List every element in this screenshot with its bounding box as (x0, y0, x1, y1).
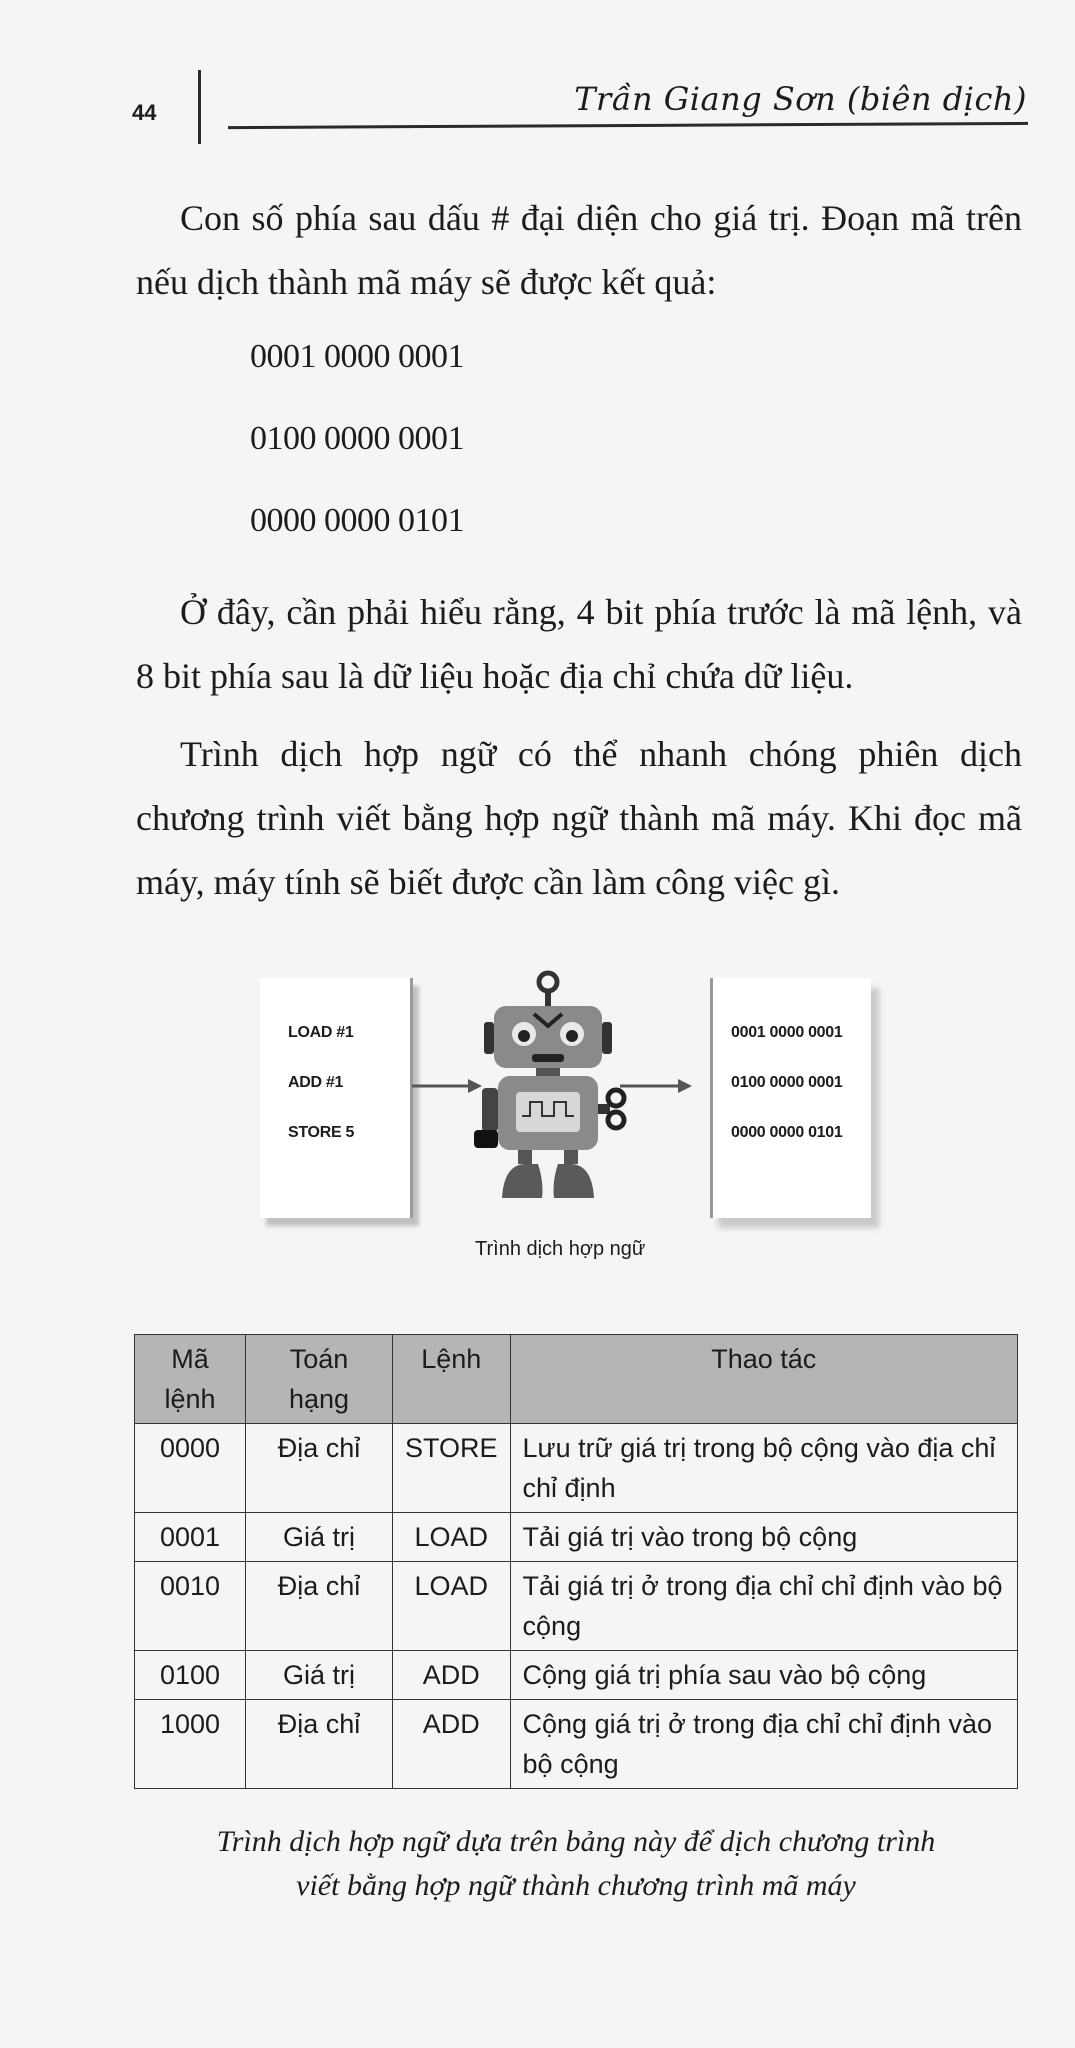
arrow-right-icon (620, 1076, 692, 1096)
table-cell: Cộng giá trị phía sau vào bộ cộng (510, 1651, 1017, 1700)
table-cell: 0010 (135, 1562, 246, 1651)
table-row (135, 1513, 1018, 1562)
paragraph-3 (136, 722, 1022, 914)
robot-icon (468, 968, 628, 1228)
assembler-figure (250, 968, 890, 1268)
assembly-line: ADD #1 (288, 1074, 344, 1091)
machine-code-line: 0100 0000 0001 (731, 1074, 843, 1091)
table-cell: LOAD (393, 1562, 511, 1651)
paragraph-2 (136, 580, 1022, 708)
assembly-line: STORE 5 (288, 1124, 355, 1141)
table-row (135, 1651, 1018, 1700)
paragraph-3-text: Trình dịch hợp ngữ có thể nhanh chóng phiên dịch chương trình viết bằng hợp ngữ thành mã máy. Khi đọc mã máy, máy tính sẽ biết được cần làm công việc gì. (136, 734, 1022, 902)
column-header: Lệnh (393, 1335, 511, 1424)
table-cell: Địa chỉ (246, 1562, 393, 1651)
instruction-table (134, 1334, 1018, 1789)
code-line: 0000 0000 0101 (250, 502, 464, 539)
table-cell: ADD (393, 1700, 511, 1789)
table-cell: 0000 (135, 1424, 246, 1513)
header-divider (198, 70, 201, 144)
code-line: 0100 0000 0001 (250, 420, 464, 457)
table-cell: Cộng giá trị ở trong địa chỉ chỉ định vào bộ cộng (510, 1700, 1017, 1789)
table-cell: Địa chỉ (246, 1700, 393, 1789)
table-header-row (135, 1335, 1018, 1424)
table-cell: Giá trị (246, 1651, 393, 1700)
paragraph-1-text: Con số phía sau dấu # đại diện cho giá trị. Đoạn mã trên nếu dịch thành mã máy sẽ được kết quả: (136, 198, 1022, 302)
machine-code-line: 0000 0000 0101 (731, 1124, 843, 1141)
table-cell: Lưu trữ giá trị trong bộ cộng vào địa chỉ chỉ định (510, 1424, 1017, 1513)
table-cell: Địa chỉ (246, 1424, 393, 1513)
machine-code-panel (710, 978, 871, 1218)
column-header: Mã lệnh (135, 1335, 246, 1424)
table-cell: Giá trị (246, 1513, 393, 1562)
table-caption (134, 1820, 1018, 1908)
page-number: 44 (132, 100, 157, 125)
table-cell: 0001 (135, 1513, 246, 1562)
table-row (135, 1562, 1018, 1651)
table-row (135, 1700, 1018, 1789)
assembly-code-panel (260, 978, 413, 1218)
table-cell: Tải giá trị ở trong địa chỉ chỉ định vào bộ cộng (510, 1562, 1017, 1651)
header-rule (228, 122, 1028, 129)
table-cell: 1000 (135, 1700, 246, 1789)
table-row (135, 1424, 1018, 1513)
table-cell: LOAD (393, 1513, 511, 1562)
figure-caption: Trình dịch hợp ngữ (475, 1238, 646, 1260)
table-caption-line: viết bằng hợp ngữ thành chương trình mã máy (296, 1869, 856, 1902)
machine-code-line: 0001 0000 0001 (731, 1024, 843, 1041)
paragraph-2-text: Ở đây, cần phải hiểu rằng, 4 bit phía trước là mã lệnh, và 8 bit phía sau là dữ liệu hoặc địa chỉ chứa dữ liệu. (136, 592, 1022, 696)
paragraph-1 (136, 186, 1022, 314)
table-cell: Tải giá trị vào trong bộ cộng (510, 1513, 1017, 1562)
table-cell: STORE (393, 1424, 511, 1513)
table-cell: ADD (393, 1651, 511, 1700)
running-head: Trần Giang Sơn (biên dịch) (574, 80, 1027, 118)
table-caption-line: Trình dịch hợp ngữ dựa trên bảng này để dịch chương trình (216, 1825, 936, 1858)
table-cell: 0100 (135, 1651, 246, 1700)
column-header: Toán hạng (246, 1335, 393, 1424)
assembly-line: LOAD #1 (288, 1024, 354, 1041)
column-header: Thao tác (510, 1335, 1017, 1424)
code-line: 0001 0000 0001 (250, 338, 464, 375)
